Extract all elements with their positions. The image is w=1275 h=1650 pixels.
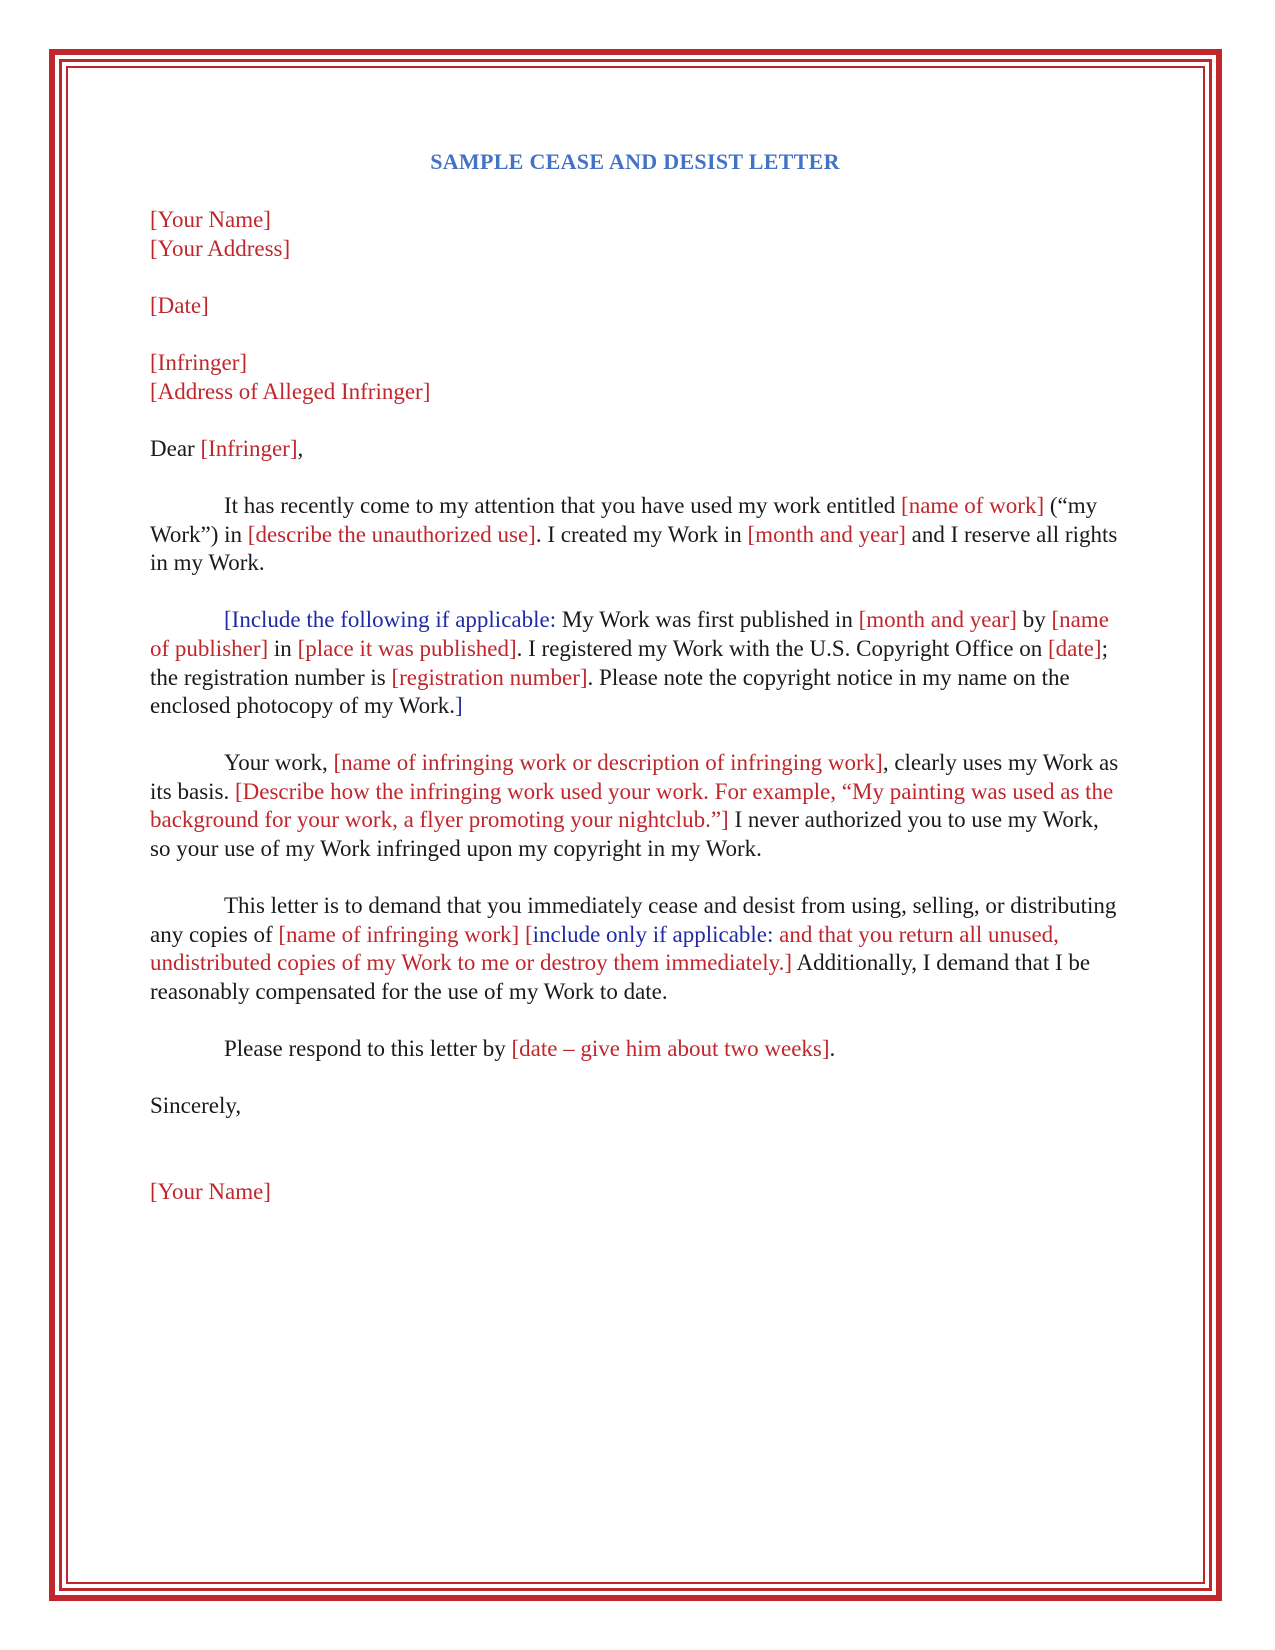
p2-text-h: . I registered my Work with the U.S. Copyright Office on <box>516 635 1048 661</box>
paragraph-1 <box>150 492 1120 578</box>
p2-text-f: in <box>268 635 298 661</box>
p3-placeholder-infringing-work: [name of infringing work or description of infringing work] <box>333 750 883 776</box>
date-block <box>150 292 1120 321</box>
recipient-name: [Infringer] <box>150 349 248 375</box>
p3-text-e: I never authorized you to use my Work, so your use of my Work infringed upon my copyright in my Work. <box>150 807 1099 862</box>
p2-text-d: by <box>1016 607 1052 633</box>
paragraph-4 <box>150 892 1120 1006</box>
sender-block <box>150 206 1120 263</box>
p3-text-a: Your work, <box>224 750 334 776</box>
recipient-address: [Address of Alleged Infringer] <box>150 378 431 404</box>
p1-text-e: . I created my Work in <box>535 521 748 547</box>
p2-text-b: My Work was first published in <box>556 607 859 633</box>
p4-placeholder-return: and that you return all unused, undistributed copies of my Work to me or destroy them immediately.] <box>150 921 1059 976</box>
p2-placeholder-publisher: [name of publisher] <box>150 607 1109 661</box>
p2-placeholder-registration: [registration number] <box>391 664 588 690</box>
sender-name: [Your Name] <box>150 207 271 232</box>
p1-text-a: It has recently come to my attention that you have used my work entitled <box>224 492 902 518</box>
p2-text-l: . Please note the copyright notice in my name on the enclosed photocopy of my Work. <box>150 664 1070 719</box>
p4-text-f: Additionally, I demand that I be reasonably compensated for the use of my Work to date. <box>150 950 1091 1005</box>
salutation-dear: Dear <box>150 435 201 461</box>
p1-text-g: and I reserve all rights in my Work. <box>150 521 1118 576</box>
paragraph-5 <box>150 1035 1120 1064</box>
p4-instruction: include only if applicable: <box>532 921 774 947</box>
signature-name: [Your Name] <box>150 1179 271 1204</box>
p1-text-c: (“my Work”) in <box>150 492 1098 547</box>
p1-placeholder-use: [describe the unauthorized use] <box>247 521 536 547</box>
p1-placeholder-month-year: [month and year] <box>747 521 906 547</box>
p4-bracket-open: [ <box>519 921 533 947</box>
p2-placeholder-date: [date] <box>1047 635 1102 661</box>
salutation-comma: , <box>297 435 304 461</box>
salutation <box>150 435 1120 464</box>
recipient-block <box>150 349 1120 406</box>
closing: Sincerely, <box>150 1093 242 1119</box>
p2-text-j: ; the registration number is <box>150 635 1108 690</box>
signature-space <box>150 1121 1120 1178</box>
p3-placeholder-description: [Describe how the infringing work used your work. For example, “My painting was used as the background for your work, a flyer promoting your nightclub.”] <box>150 778 1114 833</box>
paragraph-2 <box>150 606 1120 720</box>
p4-text-a: This letter is to demand that you immediately cease and desist from using, selling, or distributing any copies of <box>150 893 1117 947</box>
p5-text-c: . <box>829 1036 836 1062</box>
p2-instruction-close: ] <box>454 693 463 719</box>
p4-placeholder-infringing-work: [name of infringing work] <box>278 921 520 947</box>
p5-text-a: Please respond to this letter by <box>224 1036 512 1062</box>
letter-date: [Date] <box>150 292 209 318</box>
letter-title: SAMPLE CEASE AND DESIST LETTER <box>430 149 840 174</box>
salutation-name: [Infringer] <box>200 435 298 461</box>
p5-placeholder-deadline: [date – give him about two weeks] <box>511 1036 830 1062</box>
p2-instruction: [Include the following if applicable: <box>224 607 557 633</box>
paragraph-3 <box>150 749 1120 863</box>
sender-address: [Your Address] <box>150 235 291 261</box>
p2-placeholder-place: [place it was published] <box>297 635 517 661</box>
letter-body <box>150 148 1120 1207</box>
p3-text-c: , clearly uses my Work as its basis. <box>150 750 1119 804</box>
p2-placeholder-month-year: [month and year] <box>858 607 1017 633</box>
p1-placeholder-work-name: [name of work] <box>901 492 1045 518</box>
